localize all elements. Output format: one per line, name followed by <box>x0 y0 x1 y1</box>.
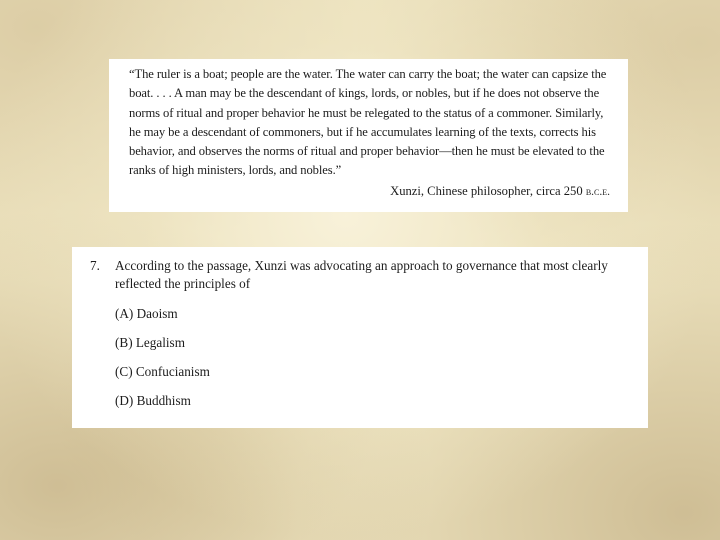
question-stem: According to the passage, Xunzi was advocating an approach to governance that most clearly reflected the principles of <box>115 258 608 291</box>
question-row <box>90 257 632 293</box>
answer-choices <box>115 305 632 410</box>
question-box <box>72 247 648 428</box>
quote-text: “The ruler is a boat; people are the water. The water can carry the boat; the water can capsize the boat. . . . A man may be the descendant of kings, lords, or nobles, but if he does not observe the norms of ritual and proper behavior he must be relegated to the status of a commoner. Similarly, he may be a descendant of commoners, but if he accumulates learning of the texts, corrects his behavior, and observes the norms of ritual and proper behavior—then he must be elevated to the ranks of high ministers, lords, and nobles.” <box>129 67 607 178</box>
choice-d[interactable]: (D) Buddhism <box>115 393 191 408</box>
quote-attribution <box>129 181 614 202</box>
attribution-text: Xunzi, Chinese philosopher, circa 250 <box>390 183 583 198</box>
choice-b[interactable]: (B) Legalism <box>115 335 185 350</box>
choice-c[interactable]: (C) Confucianism <box>115 364 210 379</box>
quote-passage-box <box>109 59 628 212</box>
choice-a[interactable]: (A) Daoism <box>115 306 178 321</box>
attribution-era: b.c.e. <box>585 185 610 198</box>
question-number: 7. <box>90 258 100 273</box>
